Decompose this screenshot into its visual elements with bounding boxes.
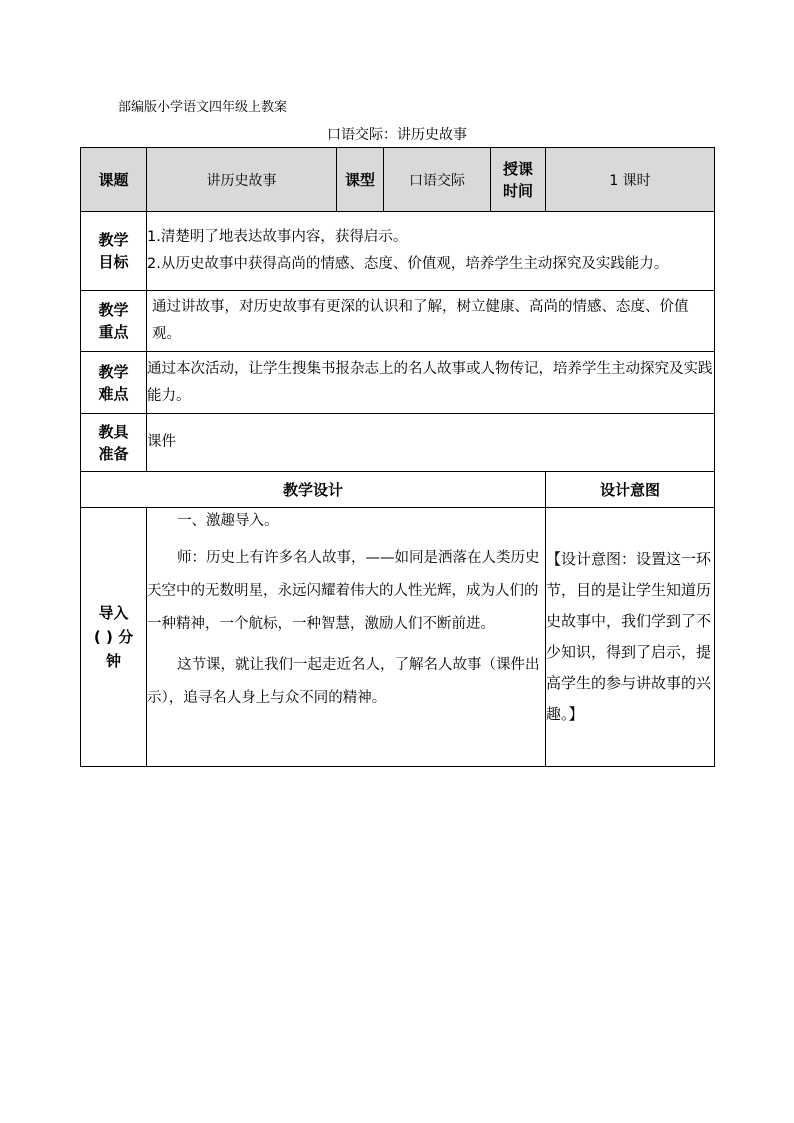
key-points-row xyxy=(81,291,715,352)
goals-label-line2: 目标 xyxy=(98,253,129,271)
key-points-text: 通过讲故事，对历史故事有更深的认识和了解，树立健康、高尚的情感、态度、价值观。 xyxy=(152,299,689,342)
goals-content-cell xyxy=(147,212,715,291)
type-value: 口语交际 xyxy=(409,172,465,189)
intent-header-cell xyxy=(546,472,715,508)
materials-label-line1: 教具 xyxy=(98,422,129,441)
difficulties-label-line1: 教学 xyxy=(98,362,129,381)
section-intro-row xyxy=(81,508,715,767)
lesson-plan-table xyxy=(80,147,715,767)
topic-label: 课题 xyxy=(98,170,129,189)
lesson-info-row xyxy=(81,148,715,212)
topic-label-cell xyxy=(81,148,147,212)
difficulties-label-cell xyxy=(81,352,147,414)
topic-value-cell xyxy=(147,148,337,212)
section-intro-label-line2: ( ) 分 xyxy=(93,628,134,646)
section-intro-intent-text: 【设计意图：设置这一环节，目的是让学生知道历史故事中，我们学到了不少知识，得到了启示，提高学生的参与讲故事的兴趣。】 xyxy=(546,550,712,723)
section-intro-label-line1: 导入 xyxy=(98,604,129,622)
section-intro-heading: 一、激趣导入。 xyxy=(177,513,279,529)
section-intro-content-cell xyxy=(147,508,546,767)
section-intro-paragraph-2: 这节课，就让我们一起走近名人，了解名人故事（课件出示），追寻名人身上与众不同的精神。 xyxy=(147,657,540,706)
document-label: 部编版小学语文四年级上教案 xyxy=(118,100,288,115)
intent-header: 设计意图 xyxy=(600,480,661,499)
goals-label-line1: 教学 xyxy=(98,231,129,249)
design-header-cell xyxy=(81,472,546,508)
materials-label-line2: 准备 xyxy=(98,444,129,463)
materials-label-cell xyxy=(81,414,147,472)
section-intro-label-line3: 钟 xyxy=(105,652,121,670)
key-points-label-cell xyxy=(81,291,147,352)
goals-label-cell xyxy=(81,212,147,291)
time-label-cell xyxy=(491,148,546,212)
time-value-cell xyxy=(546,148,715,212)
design-header-row xyxy=(81,472,715,508)
section-intro-intent-cell xyxy=(546,508,715,767)
lesson-title: 口语交际：讲历史故事 xyxy=(327,127,467,143)
time-label-line2: 时间 xyxy=(502,181,533,200)
difficulties-label-line2: 难点 xyxy=(98,384,129,403)
key-points-content-cell xyxy=(147,291,715,352)
design-header: 教学设计 xyxy=(282,480,343,499)
section-intro-label-cell xyxy=(81,508,147,767)
materials-row xyxy=(81,414,715,472)
type-label-cell xyxy=(337,148,384,212)
section-intro-paragraph-1: 师：历史上有许多名人故事，——如同是洒落在人类历史天空中的无数明星，永远闪耀着伟大的人性光辉，成为人们的一种精神，一个航标，一种智慧，激励人们不断前进。 xyxy=(147,550,540,632)
materials-content-cell xyxy=(147,414,715,472)
goals-row xyxy=(81,212,715,291)
topic-value: 讲历史故事 xyxy=(206,172,277,189)
goal-item-1: 1.清楚明了地表达故事内容，获得启示。 xyxy=(147,229,408,245)
difficulties-text: 通过本次活动，让学生搜集书报杂志上的名人故事或人物传记，培养学生主动探究及实践能力。 xyxy=(147,360,713,404)
goal-item-2: 2.从历史故事中获得高尚的情感、态度、价值观，培养学生主动探究及实践能力。 xyxy=(147,256,669,272)
type-label: 课型 xyxy=(344,170,375,189)
materials-text: 课件 xyxy=(147,434,176,450)
difficulties-content-cell xyxy=(147,352,715,414)
time-label-line1: 授课 xyxy=(502,159,533,178)
difficulties-row xyxy=(81,352,715,414)
type-value-cell xyxy=(384,148,491,212)
key-points-label-line1: 教学 xyxy=(98,301,129,319)
key-points-label-line2: 重点 xyxy=(98,323,129,341)
time-value: 1 课时 xyxy=(609,172,651,189)
